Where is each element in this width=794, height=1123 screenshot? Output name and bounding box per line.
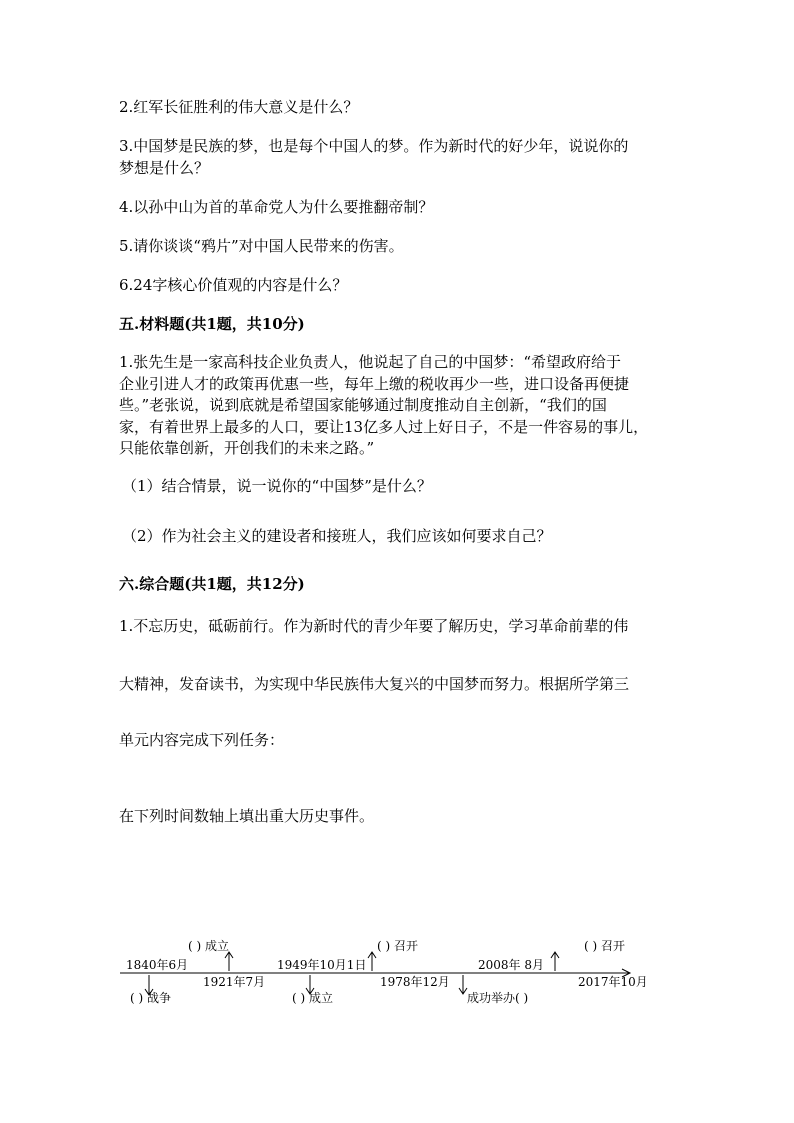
question-3-line-1: 3.中国梦是民族的梦，也是每个中国人的梦。作为新时代的好少年，说说你的 [119,137,629,155]
timeline-date: 2008年 8月 [478,958,544,972]
timeline-date: 1978年12月 [380,975,450,989]
section-6-line-2: 大精神，发奋读书，为实现中华民族伟大复兴的中国梦而努力。根据所学第三 [119,675,630,693]
task-instruction: 在下列时间数轴上填出重大历史事件。 [119,807,375,825]
section-6-heading: 六.综合题(共1题，共12分) [119,575,305,593]
timeline-date: 2017年10月 [578,975,648,989]
blank-event-above: ( ) 召开 [584,939,625,953]
blank-event-above: ( ) 成立 [188,939,229,953]
section-6-line-1: 1.不忘历史，砥砺前行。作为新时代的青少年要了解历史，学习革命前辈的伟 [119,617,629,635]
section-6-line-3: 单元内容完成下列任务： [119,731,285,749]
sub-question-2: （2）作为社会主义的建设者和接班人，我们应该如何要求自己？ [122,527,552,545]
blank-event-below: 成功举办( ) [467,991,529,1005]
blank-event-below: ( ) 成立 [292,991,333,1005]
sub-question-1: （1）结合情景，说一说你的“中国梦”是什么？ [122,477,432,495]
timeline-date: 1840年6月 [126,958,189,972]
question-5: 5.请你谈谈“鸦片”对中国人民带来的伤害。 [119,237,404,255]
question-6: 6.24字核心价值观的内容是什么？ [119,276,348,294]
timeline-date: 1949年10月1日 [277,958,367,972]
material-line: 些。”老张说，说到底就是希望国家能够通过制度推动自主创新，“我们的国 [119,396,607,414]
blank-event-above: ( ) 召开 [377,939,418,953]
question-2: 2.红军长征胜利的伟大意义是什么？ [119,98,359,116]
material-line: 企业引进人才的政策再优惠一些，每年上缴的税收再少一些，进口设备再便捷 [119,374,630,393]
material-line: 家，有着世界上最多的人口，要让13亿多人过上好日子，不是一件容易的事儿， [119,417,649,436]
timeline-date: 1921年7月 [203,975,266,989]
section-5-heading: 五.材料题(共1题，共10分) [119,315,305,333]
blank-event-below: ( ) 战争 [130,991,171,1005]
material-line: 只能依靠创新，开创我们的未来之路。” [119,439,375,457]
material-line: 1.张先生是一家高科技企业负责人，他说起了自己的中国梦：“希望政府给于 [119,353,621,371]
question-4: 4.以孙中山为首的革命党人为什么要推翻帝制？ [119,198,434,216]
question-3-line-2: 梦想是什么？ [119,159,210,177]
